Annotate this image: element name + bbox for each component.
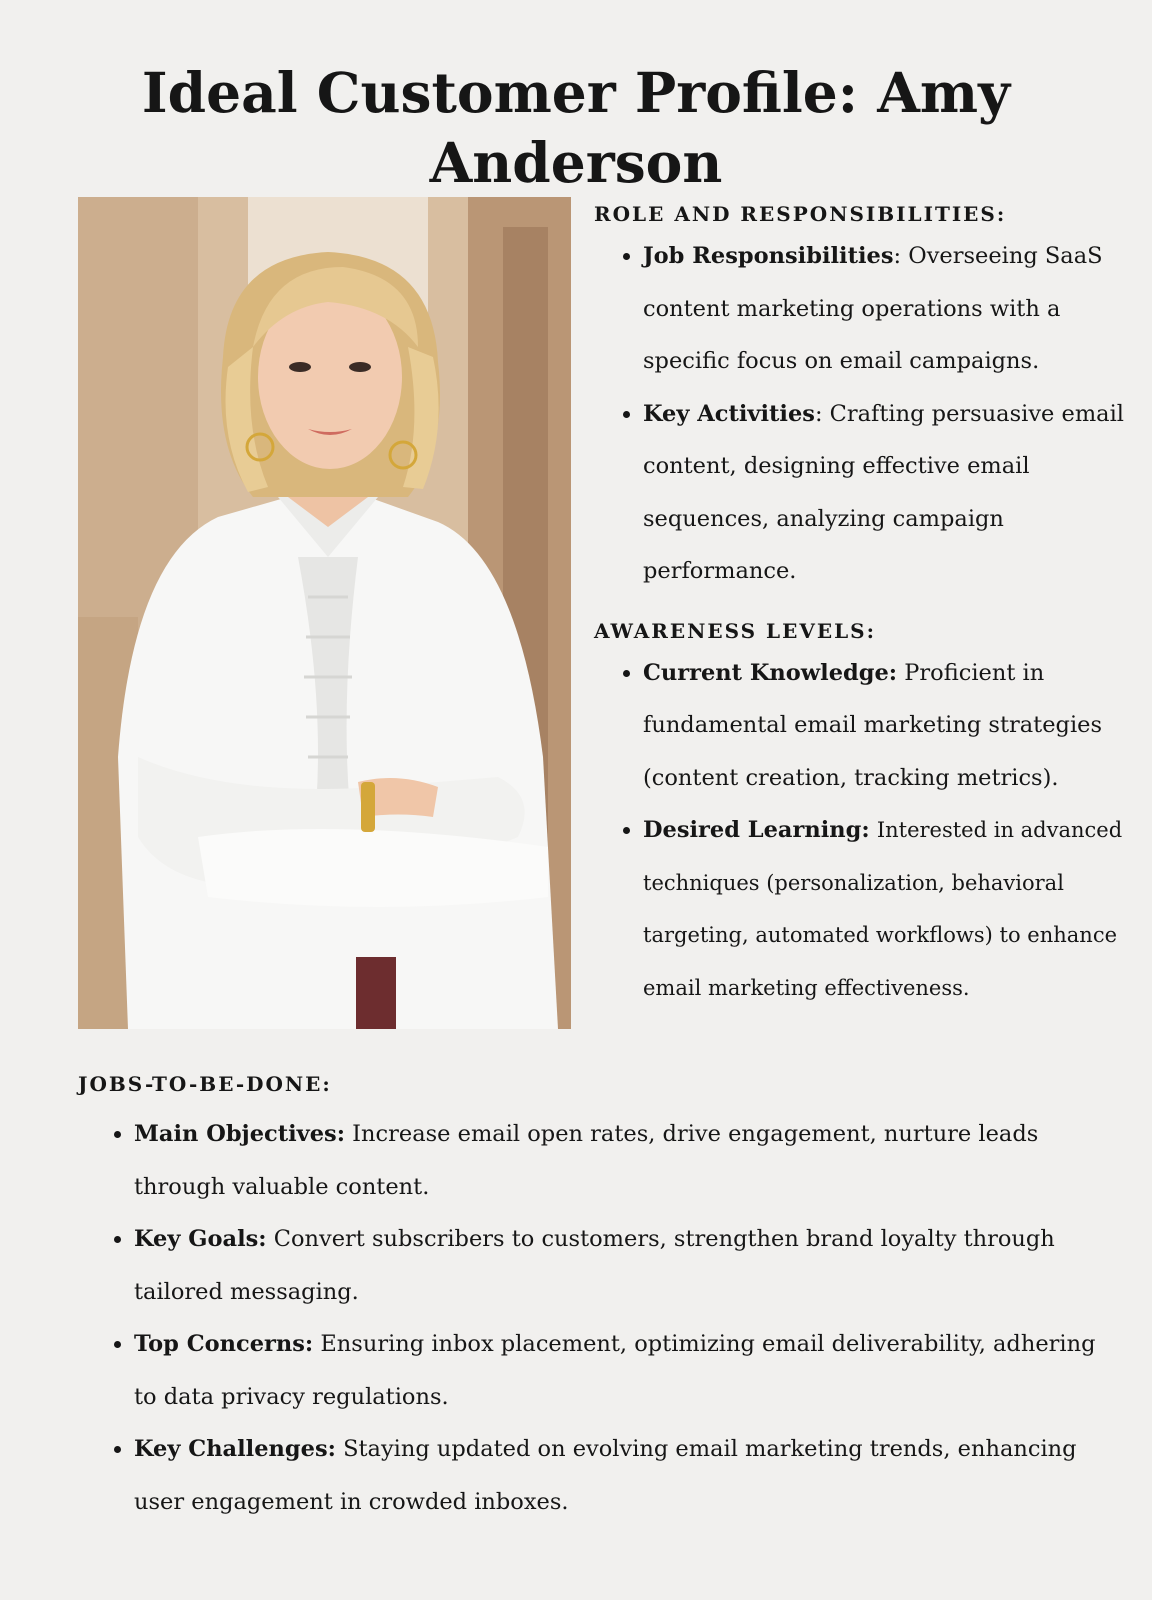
item-label: Key Activities [643,400,815,427]
page-title: Ideal Customer Profile: Amy Anderson [141,60,1011,195]
role-list [594,230,1142,598]
jobs-section [78,1068,1118,1528]
awareness-list [594,647,1142,1015]
item-text: Staying updated on evolving email marketing trends, enhancing user engagement in crowded inboxes. [134,1436,1077,1515]
role-heading: ROLE AND RESPONSIBILITIES: [594,202,1007,226]
item-text: Proficient in fundamental email marketing strategies (content creation, tracking metrics). [643,659,1102,791]
item-text: Increase email open rates, drive engagement, nurture leads through valuable content. [134,1121,1039,1200]
list-item [78,1213,1118,1318]
list-item [594,388,1142,598]
list-item [594,230,1142,388]
item-separator [267,1226,274,1252]
item-text: Overseeing SaaS content marketing operations with a specific focus on email campaigns. [643,243,1103,374]
list-item [78,1318,1118,1423]
portrait-illustration [78,197,571,1029]
item-text: Interested in advanced techniques (personalization, behavioral targeting, automated workflows) to enhance email marketing effectiveness. [643,818,1123,1000]
item-separator [870,817,877,843]
item-label: Job Responsibilities [643,243,894,269]
item-label: Main Objectives: [134,1121,346,1147]
list-item [78,1423,1118,1528]
item-text: Crafting persuasive email content, designing effective email sequences, analyzing campaign performance. [643,400,1124,584]
item-separator: : [814,400,830,427]
profile-photo [78,197,571,1029]
awareness-heading: AWARENESS LEVELS: [594,618,876,643]
item-separator: : [893,243,909,269]
item-label: Desired Learning: [643,817,870,843]
list-item [594,647,1142,805]
jobs-list [78,1108,1118,1528]
item-text: Ensuring inbox placement, optimizing email deliverability, adhering to data privacy regulations. [134,1331,1096,1410]
item-text: Convert subscribers to customers, strengthen brand loyalty through tailored messaging. [134,1226,1055,1305]
item-separator [336,1436,343,1462]
item-label: Top Concerns: [134,1331,314,1357]
item-label: Current Knowledge: [643,659,898,686]
item-label: Key Goals: [134,1226,267,1252]
item-label: Key Challenges: [134,1436,336,1462]
right-column [594,198,1142,1014]
list-item [594,804,1142,1014]
jobs-heading: JOBS-TO-BE-DONE: [78,1072,332,1096]
list-item [78,1108,1118,1213]
